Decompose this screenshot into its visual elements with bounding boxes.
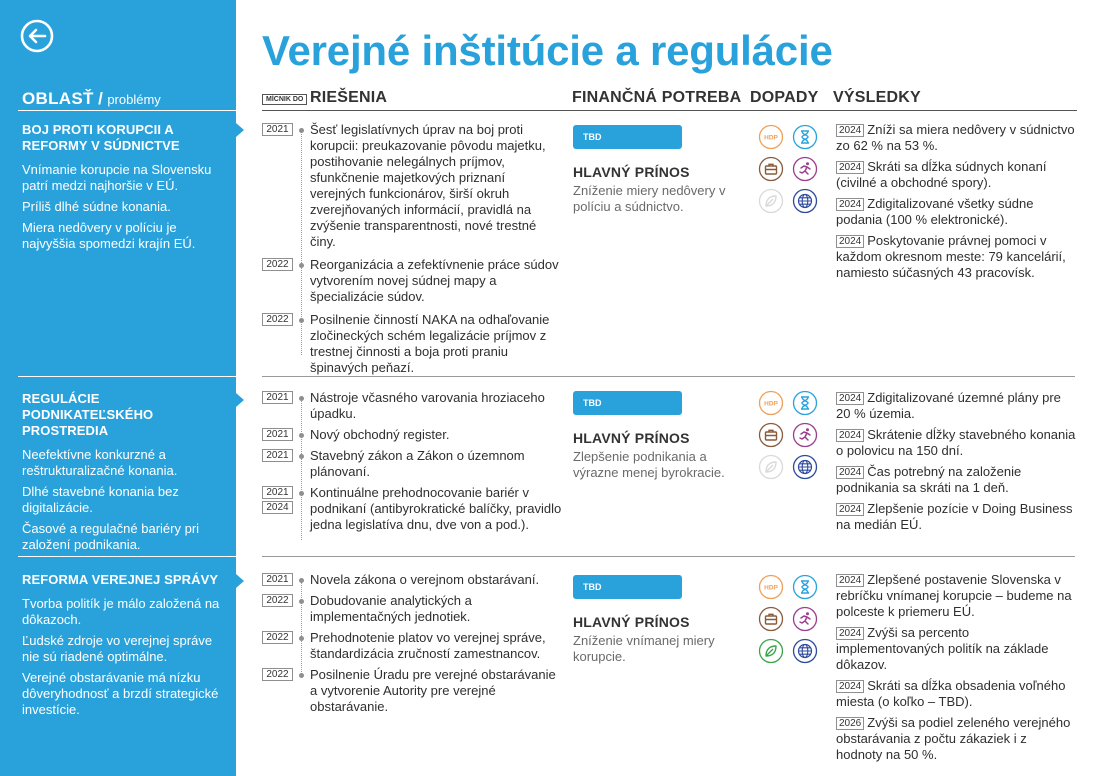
result-text: Skráti sa dĺžka súdnych konaní (civilné a obchodné spory). [836, 159, 1047, 190]
result-item [836, 122, 1076, 154]
section-title: REGULÁCIE PODNIKATEĽSKÉHO PROSTREDIA [22, 391, 154, 438]
hdp-icon [758, 390, 784, 416]
svg-text:HDP: HDP [764, 134, 778, 142]
section-pointer-arrow [236, 123, 244, 137]
solution-text: Nástroje včasného varovania hroziaceho úpadku. [310, 390, 545, 421]
section-pointer-arrow [236, 574, 244, 588]
leaf-icon [758, 638, 784, 664]
solution-text: Prehodnotenie platov vo verejnej správe, štandardizácia zručností zamestnancov. [310, 630, 546, 661]
sidebar-section-rule [18, 556, 236, 557]
finance-tbd-bar: TBD [573, 125, 682, 149]
year-tag: 2024 [836, 161, 864, 174]
problem-item: Neefektívne konkurzné a reštrukturalizačné konania. [22, 447, 178, 478]
year-tag: 2021 [262, 428, 293, 441]
solution-text: Novela zákona o verejnom obstarávaní. [310, 572, 540, 587]
timeline-dot [299, 433, 304, 438]
result-item [836, 390, 1076, 422]
section-pointer-arrow [236, 393, 244, 407]
hdp-icon [758, 124, 784, 150]
finance-block [573, 125, 743, 215]
result-item [836, 715, 1076, 763]
year-tag: 2022 [262, 668, 293, 681]
finance-block [573, 391, 743, 481]
year-tag: 2024 [836, 680, 864, 693]
impact-row [758, 124, 824, 150]
globe-icon [792, 454, 818, 480]
solution-text: Kontinuálne prehodnocovanie bariér v podnikaní (antibyrokratické balíčky, pravidlo jedna legislatíva dnu, dve von a pod.). [310, 485, 562, 532]
year-tag: 2022 [262, 631, 293, 644]
timeline-dot [299, 599, 304, 604]
year-tag: 2024 [836, 392, 864, 405]
solution-text: Nový obchodný register. [310, 427, 450, 442]
result-text: Poskytovanie právnej pomoci v každom okresnom meste: 79 kancelárií, namiesto súčasných 43 pracovísk. [836, 233, 1066, 280]
result-item [836, 572, 1076, 620]
finance-tbd-bar: TBD [573, 391, 682, 415]
year-tag: 2024 [836, 429, 864, 442]
problem-item: Tvorba politík je málo založená na dôkazoch. [22, 596, 220, 627]
result-item [836, 678, 1076, 710]
year-tag: 2022 [262, 313, 293, 326]
sidebar-header-main: OBLASŤ [22, 89, 94, 108]
results-list [836, 122, 1076, 286]
impact-row [758, 390, 824, 416]
result-text: Zdigitalizované územné plány pre 20 % územia. [836, 390, 1061, 421]
impacts-grid [758, 390, 824, 486]
year-tag: 2026 [836, 717, 864, 730]
sidebar-header-rule [18, 110, 236, 111]
result-item [836, 501, 1076, 533]
year-tag: 2021 [262, 123, 293, 136]
benefit-text: Zlepšenie podnikania a výrazne menej byrokracie. [573, 449, 725, 480]
results-list [836, 572, 1076, 768]
timeline-dot [299, 318, 304, 323]
problem-item: Dlhé stavebné konania bez digitalizácie. [22, 484, 179, 515]
sidebar-header-sub: problémy [107, 92, 161, 107]
svg-text:HDP: HDP [764, 584, 778, 592]
problem-item: Vnímanie korupcie na Slovensku patrí medzi najhoršie v EÚ. [22, 162, 212, 193]
impact-row [758, 454, 824, 480]
sidebar-section-public-admin [22, 572, 232, 723]
solution-text: Posilnenie činností NAKA na odhaľovanie zločineckých schém legalizácie príjmov z trestnej činnosti a boja proti praniu špinavých peňazí. [310, 312, 550, 375]
sidebar-section-rule [18, 376, 236, 377]
result-text: Zdigitalizované všetky súdne podania (100 % elektronické). [836, 196, 1034, 227]
timeline-dot [299, 491, 304, 496]
result-item [836, 625, 1076, 673]
year-tag: 2021 [262, 573, 293, 586]
result-item [836, 196, 1076, 228]
result-text: Zníži sa miera nedôvery v súdnictvo zo 62 % na 53 %. [836, 122, 1075, 153]
hdp-icon [758, 574, 784, 600]
milestone-badge: MÍCNIK DO [262, 94, 307, 105]
year-tag: 2024 [836, 466, 864, 479]
runner-icon [792, 606, 818, 632]
result-item [836, 233, 1076, 281]
page-title: Verejné inštitúcie a regulácie [262, 27, 833, 74]
solution-item [262, 593, 562, 625]
solutions-list [262, 572, 562, 722]
solutions-list [262, 122, 562, 383]
section-title: BOJ PROTI KORUPCII A REFORMY V SÚDNICTVE [22, 122, 180, 153]
column-header-solutions: RIEŠENIA [310, 89, 388, 106]
briefcase-icon [758, 156, 784, 182]
leaf-icon [758, 188, 784, 214]
solution-text: Stavebný zákon a Zákon o územnom plánovaní. [310, 448, 525, 479]
briefcase-icon [758, 422, 784, 448]
impact-row [758, 638, 824, 664]
hourglass-icon [792, 124, 818, 150]
column-header-finance: FINANČNÁ POTREBA [572, 89, 742, 106]
problem-item: Časové a regulačné bariéry pri založení podnikania. [22, 521, 200, 552]
solution-item [262, 485, 562, 533]
solution-item [262, 448, 562, 480]
result-item [836, 427, 1076, 459]
impacts-grid [758, 574, 824, 670]
result-text: Zvýši sa percento implementovaných politík na základe dôkazov. [836, 625, 1049, 672]
solution-text: Šesť legislatívnych úprav na boj proti korupcii: preukazovanie pôvodu majetku, postihovanie nelegálnych príjmov, sfunkčnenie majetkových priznaní verejných funkcionárov, širší okruh zverejňovaných informácií, pravidlá na zvýšenie transparentnosti, nové trestné činy. [310, 122, 546, 249]
timeline-dot [299, 396, 304, 401]
briefcase-icon [758, 606, 784, 632]
svg-text:HDP: HDP [764, 400, 778, 408]
year-tag: 2022 [262, 594, 293, 607]
impacts-grid [758, 124, 824, 220]
solution-item [262, 667, 562, 715]
solution-item [262, 257, 562, 305]
result-item [836, 159, 1076, 191]
result-text: Zvýši sa podiel zeleného verejného obstarávania z počtu zákaziek i z hodnoty na 50 %. [836, 715, 1071, 762]
problem-item: Miera nedôvery v políciu je najvyššia spomedzi krajín EÚ. [22, 220, 196, 251]
solution-item [262, 312, 562, 376]
benefit-heading: HLAVNÝ PRÍNOS [573, 614, 690, 630]
benefit-heading: HLAVNÝ PRÍNOS [573, 164, 690, 180]
runner-icon [792, 156, 818, 182]
solution-text: Dobudovanie analytických a implementačných jednotiek. [310, 593, 472, 624]
problem-item: Príliš dlhé súdne konania. [22, 199, 171, 214]
section-divider [262, 556, 1075, 557]
finance-tbd-bar: TBD [573, 575, 682, 599]
column-header-impacts: DOPADY [750, 89, 819, 106]
year-tag: 2024 [836, 574, 864, 587]
year-tag: 2022 [262, 258, 293, 271]
result-text: Zlepšenie pozície v Doing Business na medián EÚ. [836, 501, 1073, 532]
result-text: Skrátenie dĺžky stavebného konania o polovicu na 150 dní. [836, 427, 1076, 458]
impact-row [758, 422, 824, 448]
impact-row [758, 574, 824, 600]
result-item [836, 464, 1076, 496]
year-tag: 2021 [262, 391, 293, 404]
problem-item: Verejné obstarávanie má nízku dôveryhodnosť a brzdí strategické investície. [22, 670, 219, 717]
timeline-dot [299, 636, 304, 641]
sidebar-header-separator: / [98, 89, 103, 108]
impact-row [758, 188, 824, 214]
timeline-dot [299, 454, 304, 459]
year-tag: 2024 [836, 503, 864, 516]
section-title: REFORMA VEREJNEJ SPRÁVY [22, 572, 219, 587]
impact-row [758, 156, 824, 182]
runner-icon [792, 422, 818, 448]
leaf-icon [758, 454, 784, 480]
result-text: Skráti sa dĺžka obsadenia voľného miesta (o koľko – TBD). [836, 678, 1066, 709]
problem-item: Ľudské zdroje vo verejnej správe nie sú riadené optimálne. [22, 633, 213, 664]
back-arrow-icon[interactable] [19, 18, 55, 54]
sidebar [0, 0, 236, 776]
header-rule [262, 110, 1077, 111]
result-text: Čas potrebný na založenie podnikania sa skráti na 1 deň. [836, 464, 1022, 495]
solution-item [262, 630, 562, 662]
hourglass-icon [792, 574, 818, 600]
solutions-list [262, 390, 562, 540]
year-tag: 2024 [836, 627, 864, 640]
year-tag: 2021 [262, 449, 293, 462]
benefit-text: Zníženie vnímanej miery korupcie. [573, 633, 715, 664]
globe-icon [792, 638, 818, 664]
solution-item [262, 122, 562, 250]
timeline-dot [299, 673, 304, 678]
timeline-dot [299, 263, 304, 268]
timeline-dot [299, 578, 304, 583]
benefit-text: Zníženie miery nedôvery v políciu a súdnictvo. [573, 183, 726, 214]
sidebar-section-corruption [22, 122, 232, 257]
globe-icon [792, 188, 818, 214]
finance-block [573, 575, 743, 665]
solution-item [262, 390, 562, 422]
impact-row [758, 606, 824, 632]
solution-item [262, 572, 562, 588]
timeline-dot [299, 128, 304, 133]
sidebar-section-business [22, 391, 232, 558]
solution-item [262, 427, 562, 443]
year-tag: 2021 [262, 486, 293, 499]
benefit-heading: HLAVNÝ PRÍNOS [573, 430, 690, 446]
result-text: Zlepšené postavenie Slovenska v rebríčku vnímanej korupcie – budeme na polceste k priemeru EÚ. [836, 572, 1072, 619]
year-tag: 2024 [836, 198, 864, 211]
results-list [836, 390, 1076, 538]
year-tag: 2024 [262, 501, 293, 514]
column-header-results: VÝSLEDKY [833, 89, 921, 106]
year-tag: 2024 [836, 235, 864, 248]
solution-text: Posilnenie Úradu pre verejné obstarávanie a vytvorenie Autority pre verejné obstarávanie. [310, 667, 556, 714]
solution-text: Reorganizácia a zefektívnenie práce súdov vytvorením novej súdnej mapy a špecializácie súdov. [310, 257, 559, 304]
year-tag: 2024 [836, 124, 864, 137]
sidebar-header [22, 89, 161, 109]
hourglass-icon [792, 390, 818, 416]
